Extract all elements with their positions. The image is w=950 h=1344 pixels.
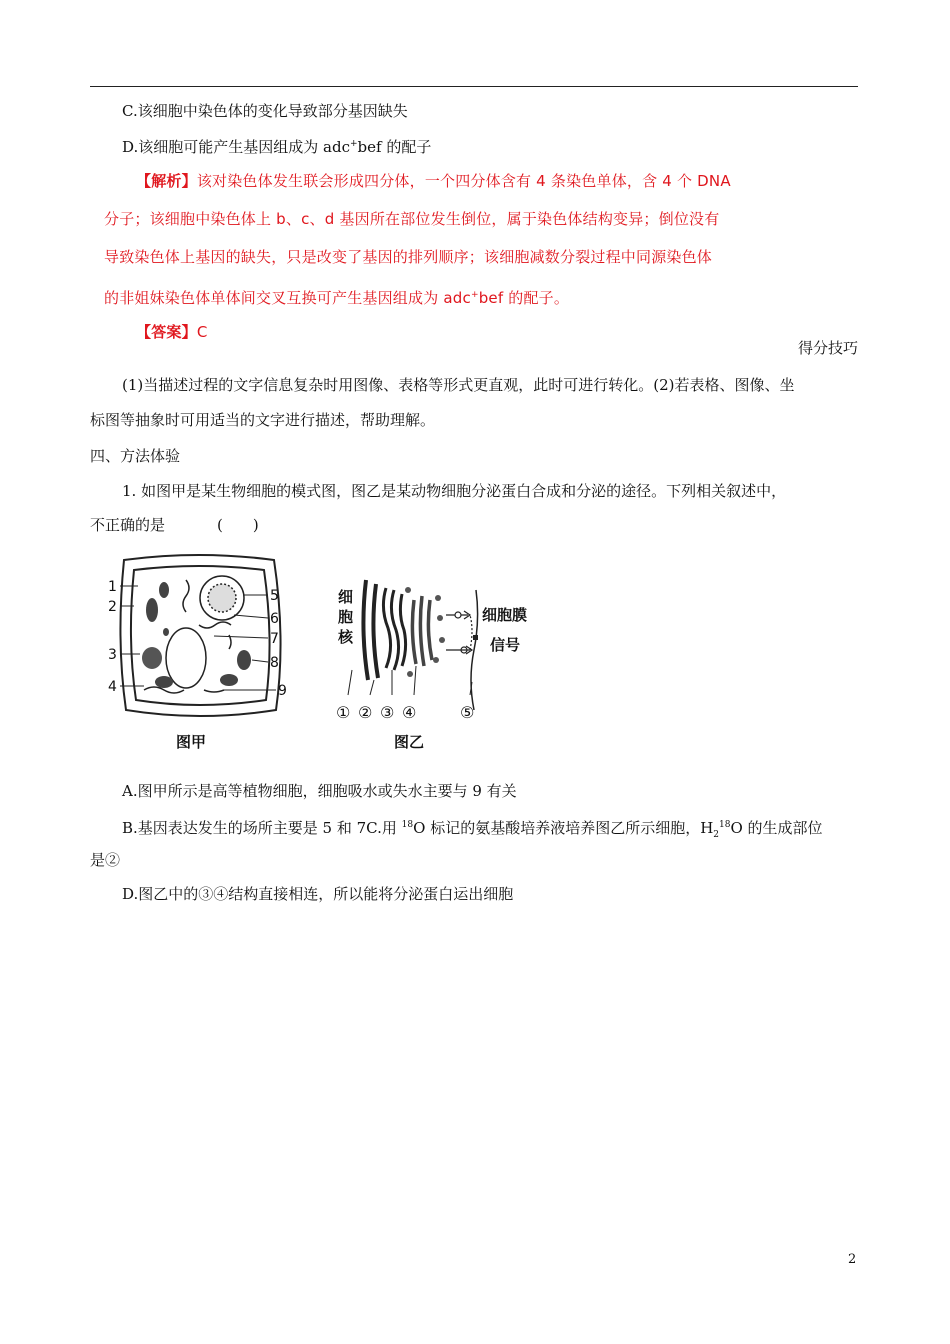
- label-8: 8: [270, 655, 279, 671]
- marker-1: ①: [336, 703, 351, 722]
- svg-text:胞: 胞: [338, 608, 354, 626]
- tips-line-1: (1)当描述过程的文字信息复杂时用图像、表格等形式更直观，此时可进行转化。(2)若表格、图像、坐: [122, 376, 795, 394]
- label-6: 6: [270, 611, 279, 627]
- label-9: 9: [278, 683, 287, 699]
- answer-tag: 【答案】: [136, 323, 197, 341]
- marker-5: ⑤: [460, 703, 475, 722]
- answer-value: C: [196, 323, 208, 341]
- header-rule: [90, 86, 858, 87]
- answer-line: [136, 322, 208, 342]
- arrows: [446, 611, 472, 654]
- golgi-apparatus: [412, 596, 432, 666]
- marker-4: ④: [402, 703, 417, 722]
- label-5: 5: [270, 588, 279, 604]
- svg-text:核: 核: [338, 628, 354, 646]
- nucleus-envelope: [363, 580, 378, 680]
- tips-title: 得分技巧: [797, 339, 858, 357]
- section-heading: 四、方法体验: [90, 447, 181, 465]
- option-d-prev: D.该细胞可能产生基因组成为 adc+bef 的配子: [122, 138, 432, 156]
- endoplasmic-reticulum: [383, 588, 405, 670]
- question-line-2: 不正确的是 ( ): [90, 516, 259, 534]
- label-4: 4: [108, 679, 117, 695]
- label-7: 7: [270, 631, 279, 647]
- analysis-tag: 【解析】: [136, 172, 197, 190]
- tips-line-2: 标图等抽象时可用适当的文字进行描述，帮助理解。: [90, 411, 436, 429]
- nucleus: [200, 576, 244, 620]
- option-b: B.基因表达发生的场所主要是 5 和 7C.用 $^{18}$O 标记的氨基酸培养液培养图乙所示细胞，$H_2^{18}O$ 的生成部位: [122, 819, 823, 840]
- label-2: 2: [108, 599, 117, 615]
- page-number: 2: [848, 1252, 857, 1267]
- signal-marker: [473, 635, 478, 640]
- option-a: A.图甲所示是高等植物细胞，细胞吸水或失水主要与 9 有关: [122, 782, 517, 800]
- cell-wall: [120, 555, 280, 716]
- figure-a: [104, 550, 304, 755]
- analysis-line-2: 分子；该细胞中染色体上 b、c、d 基因所在部位发生倒位，属于染色体结构变异；倒位没有: [104, 210, 720, 228]
- analysis-line-3: 导致染色体上基因的缺失，只是改变了基因的排列顺序；该细胞减数分裂过程中同源染色体: [104, 248, 713, 266]
- answer-paren: ( ): [217, 516, 259, 534]
- option-c-prev: C.该细胞中染色体的变化导致部分基因缺失: [122, 102, 408, 120]
- figure-b-caption: 图乙: [394, 733, 425, 751]
- label-3: 3: [108, 647, 117, 663]
- analysis-line-4: 的非姐妹染色体单体间交叉互换可产生基因组成为 adc+bef 的配子。: [104, 289, 570, 307]
- signal-label: 信号: [490, 636, 521, 654]
- question-line-1: 1. 如图甲是某生物细胞的模式图，图乙是某动物细胞分泌蛋白合成和分泌的途径。下列相关叙述中，: [122, 482, 787, 500]
- svg-text:细: 细: [338, 588, 354, 606]
- marker-3: ③: [380, 703, 395, 722]
- figure-b: [330, 570, 540, 755]
- vacuole: [166, 628, 206, 688]
- membrane-label: 细胞膜: [482, 606, 528, 624]
- figure-a-caption: 图甲: [176, 733, 207, 751]
- option-d: D.图乙中的③④结构直接相连，所以能将分泌蛋白运出细胞: [122, 885, 514, 903]
- marker-2: ②: [358, 703, 373, 722]
- nucleus-label: [337, 588, 354, 646]
- analysis-line-1: 【解析】该对染色体发生联会形成四分体，一个四分体含有 4 条染色单体，含 4 个 DNA: [136, 172, 731, 190]
- option-b-line-2: 是②: [90, 851, 121, 869]
- label-1: 1: [108, 579, 117, 595]
